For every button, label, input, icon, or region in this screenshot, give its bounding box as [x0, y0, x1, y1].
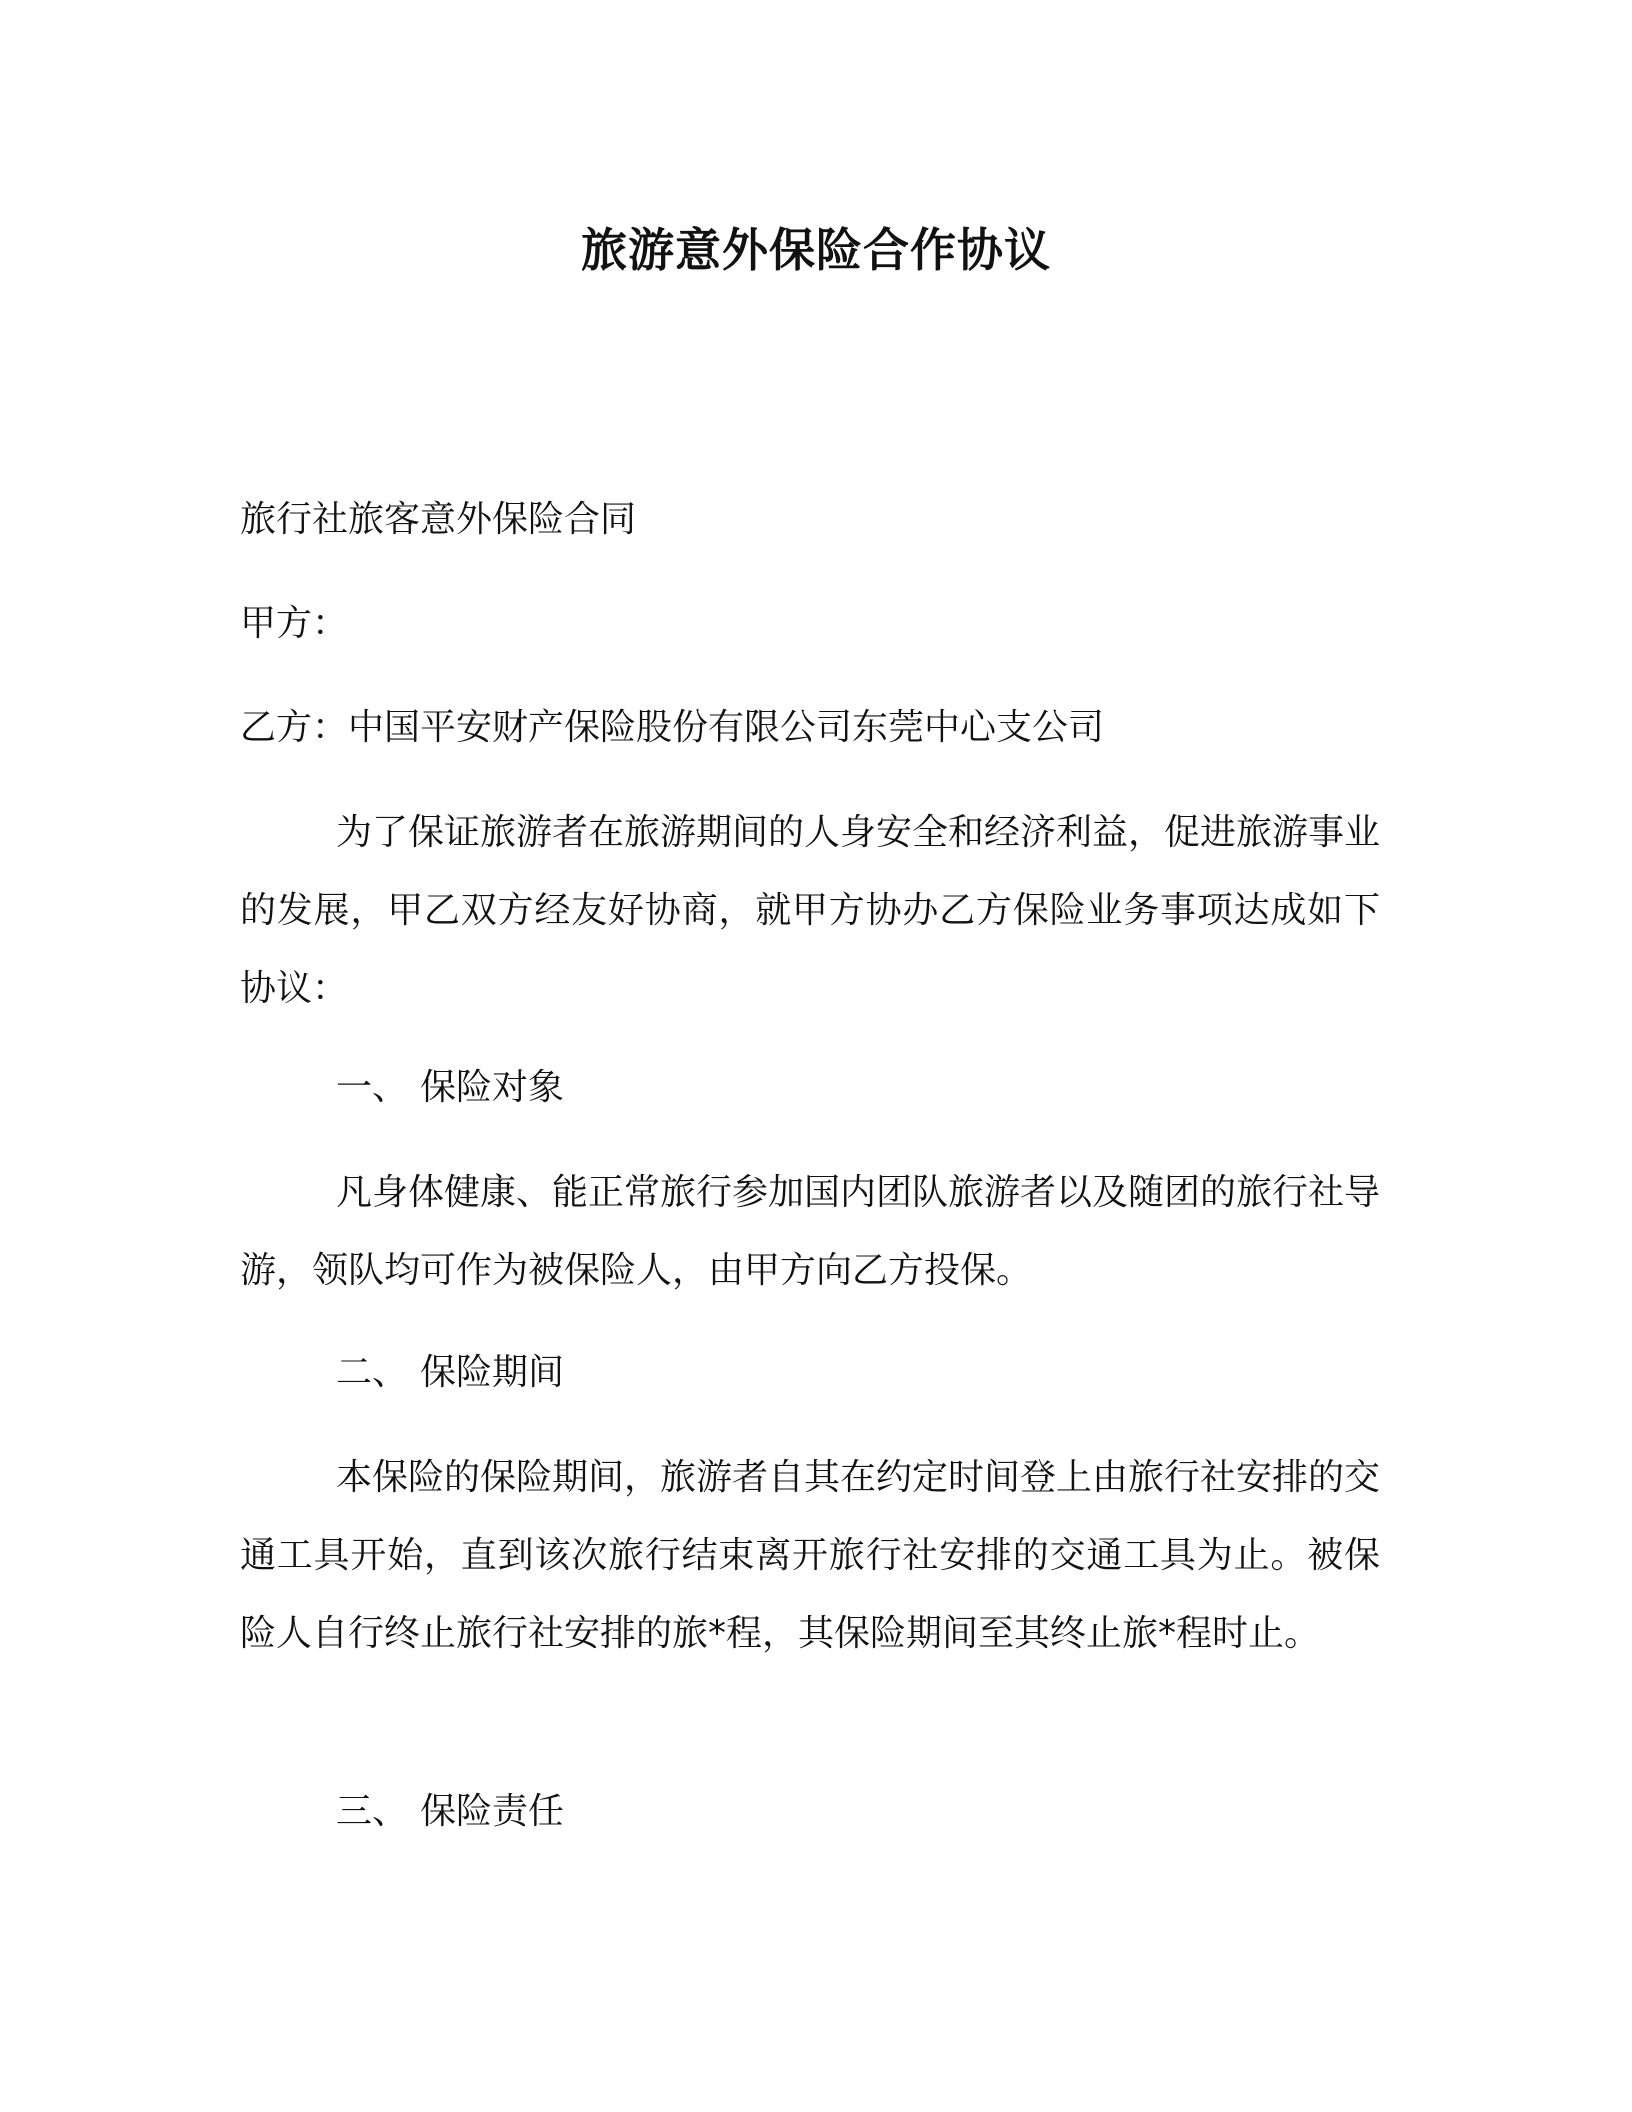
section-1-title: 保险对象 — [420, 1067, 565, 1108]
section-1-body: 凡身体健康、能正常旅行参加国内团队旅游者以及随团的旅行社导游，领队均可作为被保险人，由甲方向乙方投保。 — [240, 1172, 1381, 1291]
section-3-title: 保险责任 — [420, 1791, 565, 1832]
section-2-title: 保险期间 — [420, 1352, 565, 1393]
section-3-number: 三、 — [336, 1791, 409, 1832]
section-2-body: 本保险的保险期间，旅游者自其在约定时间登上由旅行社安排的交通工具开始，直到该次旅行结束离开旅行社安排的交通工具为止。被保险人自行终止旅行社安排的旅*程，其保险期间至其终止旅*程时止。 — [240, 1457, 1381, 1654]
intro-paragraph: 为了保证旅游者在旅游期间的人身安全和经济利益，促进旅游事业的发展，甲乙双方经友好协商，就甲方协办乙方保险业务事项达成如下协议： — [240, 812, 1381, 1009]
document-title: 旅游意外保险合作协议 — [581, 223, 1051, 277]
contract-subtitle: 旅行社旅客意外保险合同 — [240, 499, 637, 540]
section-2-heading — [336, 1348, 564, 1398]
party-b-label: 乙方：中国平安财产保险股份有限公司东莞中心支公司 — [240, 707, 1105, 748]
party-a-label: 甲方： — [240, 603, 349, 644]
section-1-number: 一、 — [336, 1067, 409, 1108]
section-1-heading — [336, 1063, 564, 1113]
section-3-heading — [336, 1787, 564, 1837]
section-2-number: 二、 — [336, 1352, 409, 1393]
